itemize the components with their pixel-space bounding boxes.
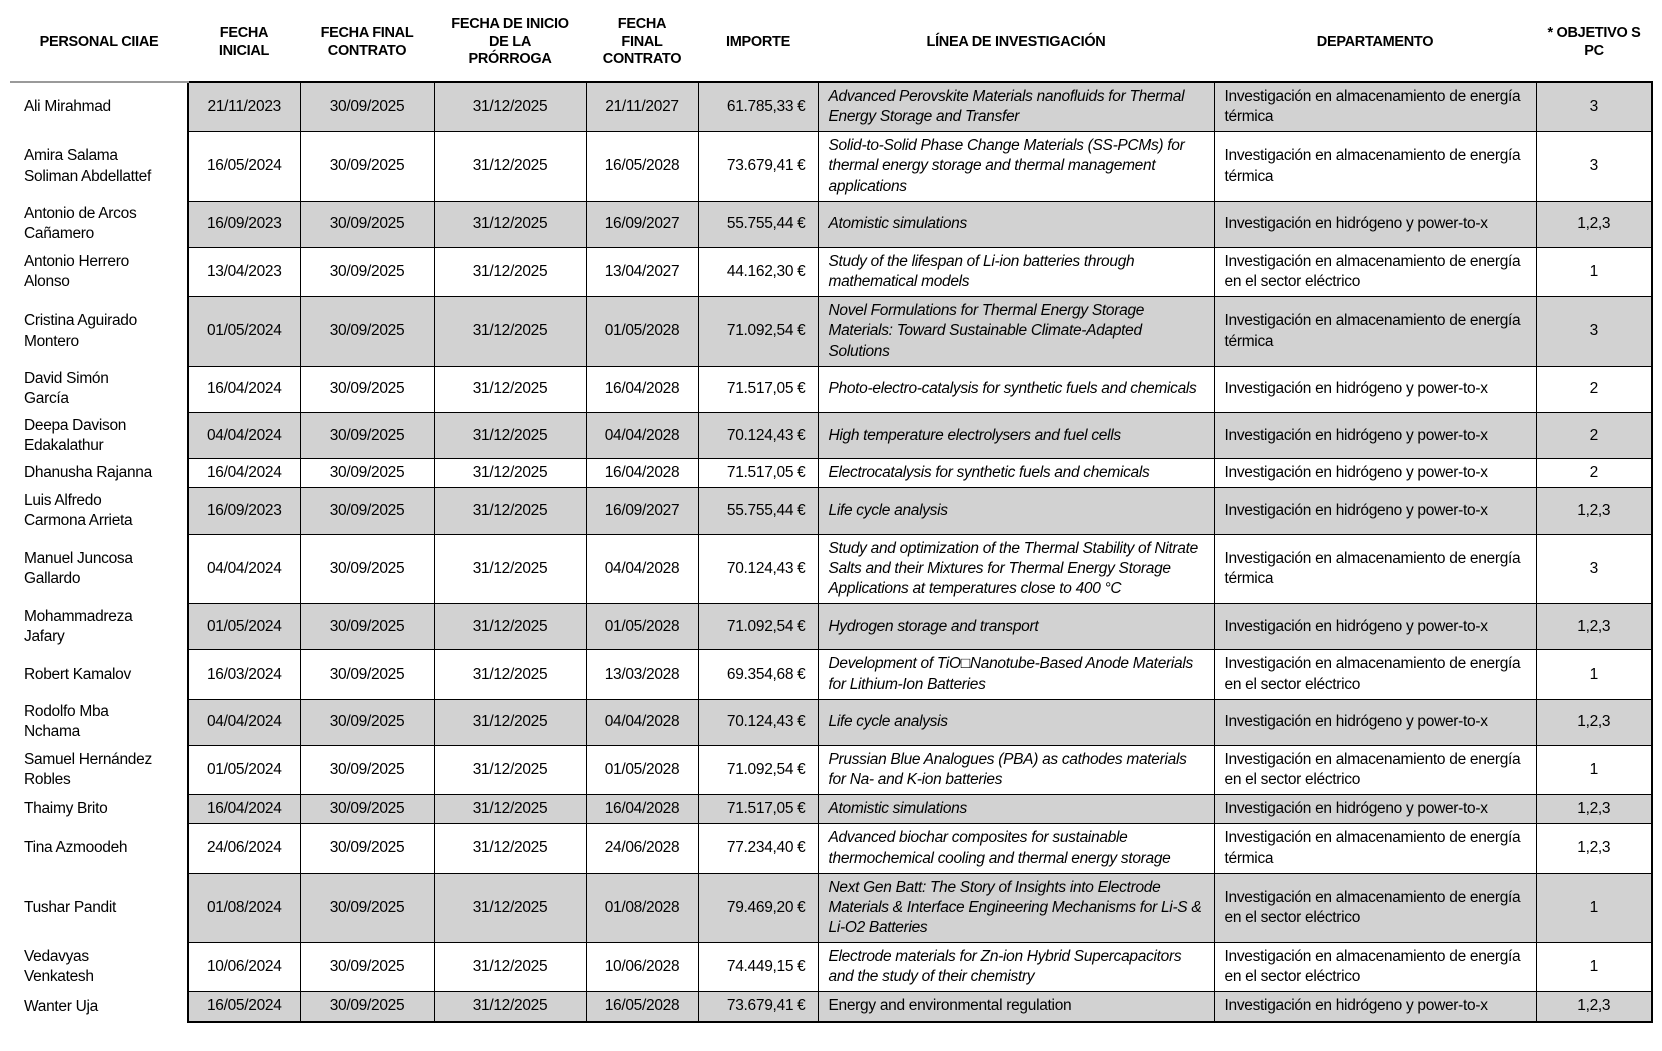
- fecha-final-contrato2-cell: 04/04/2028: [586, 413, 698, 459]
- objetivos-cell: 2: [1536, 413, 1652, 459]
- departamento-cell: Investigación en hidrógeno y power-to-x: [1214, 795, 1536, 824]
- linea-investigacion-cell: Photo-electro-catalysis for synthetic fuels and chemicals: [818, 366, 1214, 412]
- fecha-final-contrato-cell: 30/09/2025: [300, 132, 434, 201]
- column-header-fecha-inicio-prorroga: FECHA DE INICIO DE LA PRÓRROGA: [434, 6, 586, 82]
- importe-cell: 55.755,44 €: [698, 201, 818, 247]
- importe-cell: 69.354,68 €: [698, 650, 818, 699]
- linea-investigacion-cell: Life cycle analysis: [818, 699, 1214, 745]
- fecha-final-contrato-cell: 30/09/2025: [300, 650, 434, 699]
- table-row: [10, 746, 1652, 795]
- departamento-cell: Investigación en almacenamiento de energía térmica: [1214, 824, 1536, 873]
- fecha-inicio-prorroga-cell: 31/12/2025: [434, 824, 586, 873]
- fecha-inicio-prorroga-cell: 31/12/2025: [434, 366, 586, 412]
- person-name: Tushar Pandit: [10, 873, 188, 942]
- linea-investigacion-cell: Next Gen Batt: The Story of Insights into Electrode Materials & Interface Engineering Mechanisms for Li-S & Li-O2 Batteries: [818, 873, 1214, 942]
- importe-cell: 71.092,54 €: [698, 746, 818, 795]
- departamento-cell: Investigación en almacenamiento de energía en el sector eléctrico: [1214, 248, 1536, 297]
- fecha-final-contrato2-cell: 10/06/2028: [586, 943, 698, 992]
- objetivos-cell: 1,2,3: [1536, 488, 1652, 534]
- table-row: [10, 488, 1652, 534]
- column-header-objetivos-pc: * OBJETIVO S PC: [1536, 6, 1652, 82]
- departamento-cell: Investigación en hidrógeno y power-to-x: [1214, 992, 1536, 1022]
- table-row: [10, 413, 1652, 459]
- header-row: [10, 6, 1652, 82]
- fecha-inicial-cell: 04/04/2024: [188, 534, 300, 603]
- person-name: Rodolfo Mba Nchama: [10, 699, 188, 745]
- person-name: Mohammadreza Jafary: [10, 604, 188, 650]
- table-row: [10, 795, 1652, 824]
- fecha-inicial-cell: 16/09/2023: [188, 201, 300, 247]
- fecha-final-contrato-cell: 30/09/2025: [300, 248, 434, 297]
- fecha-inicio-prorroga-cell: 31/12/2025: [434, 201, 586, 247]
- objetivos-cell: 3: [1536, 534, 1652, 603]
- fecha-inicial-cell: 24/06/2024: [188, 824, 300, 873]
- fecha-final-contrato-cell: 30/09/2025: [300, 604, 434, 650]
- table-row: [10, 366, 1652, 412]
- table-row: [10, 699, 1652, 745]
- departamento-cell: Investigación en almacenamiento de energía térmica: [1214, 297, 1536, 366]
- fecha-inicial-cell: 01/05/2024: [188, 297, 300, 366]
- objetivos-cell: 1: [1536, 248, 1652, 297]
- fecha-inicial-cell: 21/11/2023: [188, 82, 300, 132]
- fecha-inicio-prorroga-cell: 31/12/2025: [434, 650, 586, 699]
- departamento-cell: Investigación en hidrógeno y power-to-x: [1214, 699, 1536, 745]
- objetivos-cell: 1: [1536, 943, 1652, 992]
- person-name: Samuel Hernández Robles: [10, 746, 188, 795]
- fecha-final-contrato-cell: 30/09/2025: [300, 795, 434, 824]
- person-name: Cristina Aguirado Montero: [10, 297, 188, 366]
- departamento-cell: Investigación en hidrógeno y power-to-x: [1214, 201, 1536, 247]
- column-header-fecha-final-contrato: FECHA FINAL CONTRATO: [300, 6, 434, 82]
- objetivos-cell: 1: [1536, 746, 1652, 795]
- person-name: Luis Alfredo Carmona Arrieta: [10, 488, 188, 534]
- fecha-inicial-cell: 10/06/2024: [188, 943, 300, 992]
- table-row: [10, 132, 1652, 201]
- column-header-fecha-final-contrato2: FECHA FINAL CONTRATO: [586, 6, 698, 82]
- linea-investigacion-cell: Advanced Perovskite Materials nanofluids for Thermal Energy Storage and Transfer: [818, 82, 1214, 132]
- table-row: [10, 534, 1652, 603]
- importe-cell: 77.234,40 €: [698, 824, 818, 873]
- table-row: [10, 650, 1652, 699]
- fecha-final-contrato2-cell: 16/09/2027: [586, 201, 698, 247]
- objetivos-cell: 1,2,3: [1536, 992, 1652, 1022]
- departamento-cell: Investigación en almacenamiento de energía térmica: [1214, 534, 1536, 603]
- fecha-final-contrato-cell: 30/09/2025: [300, 366, 434, 412]
- fecha-final-contrato-cell: 30/09/2025: [300, 201, 434, 247]
- fecha-inicial-cell: 16/04/2024: [188, 366, 300, 412]
- table-row: [10, 459, 1652, 488]
- fecha-final-contrato-cell: 30/09/2025: [300, 82, 434, 132]
- fecha-final-contrato2-cell: 04/04/2028: [586, 699, 698, 745]
- fecha-inicial-cell: 04/04/2024: [188, 413, 300, 459]
- departamento-cell: Investigación en hidrógeno y power-to-x: [1214, 413, 1536, 459]
- fecha-inicio-prorroga-cell: 31/12/2025: [434, 413, 586, 459]
- fecha-final-contrato2-cell: 16/04/2028: [586, 795, 698, 824]
- fecha-final-contrato2-cell: 21/11/2027: [586, 82, 698, 132]
- objetivos-cell: 2: [1536, 459, 1652, 488]
- person-name: Antonio de Arcos Cañamero: [10, 201, 188, 247]
- importe-cell: 71.092,54 €: [698, 297, 818, 366]
- fecha-final-contrato-cell: 30/09/2025: [300, 534, 434, 603]
- importe-cell: 71.517,05 €: [698, 795, 818, 824]
- linea-investigacion-cell: Study and optimization of the Thermal Stability of Nitrate Salts and their Mixtures for Thermal Energy Storage Applications at temperatures close to 400 °C: [818, 534, 1214, 603]
- objetivos-cell: 3: [1536, 82, 1652, 132]
- fecha-inicial-cell: 04/04/2024: [188, 699, 300, 745]
- fecha-inicial-cell: 16/05/2024: [188, 132, 300, 201]
- fecha-inicial-cell: 16/04/2024: [188, 795, 300, 824]
- person-name: Tina Azmoodeh: [10, 824, 188, 873]
- departamento-cell: Investigación en almacenamiento de energía en el sector eléctrico: [1214, 746, 1536, 795]
- importe-cell: 71.092,54 €: [698, 604, 818, 650]
- fecha-inicial-cell: 16/03/2024: [188, 650, 300, 699]
- fecha-inicio-prorroga-cell: 31/12/2025: [434, 873, 586, 942]
- column-header-importe: IMPORTE: [698, 6, 818, 82]
- objetivos-cell: 1,2,3: [1536, 824, 1652, 873]
- importe-cell: 71.517,05 €: [698, 459, 818, 488]
- linea-investigacion-cell: Study of the lifespan of Li-ion batteries through mathematical models: [818, 248, 1214, 297]
- fecha-inicio-prorroga-cell: 31/12/2025: [434, 604, 586, 650]
- importe-cell: 55.755,44 €: [698, 488, 818, 534]
- linea-investigacion-cell: Solid-to-Solid Phase Change Materials (SS-PCMs) for thermal energy storage and thermal management applications: [818, 132, 1214, 201]
- fecha-inicial-cell: 01/05/2024: [188, 604, 300, 650]
- person-name: David Simón García: [10, 366, 188, 412]
- fecha-inicio-prorroga-cell: 31/12/2025: [434, 746, 586, 795]
- objetivos-cell: 1,2,3: [1536, 604, 1652, 650]
- fecha-final-contrato2-cell: 01/05/2028: [586, 604, 698, 650]
- fecha-final-contrato2-cell: 13/03/2028: [586, 650, 698, 699]
- fecha-inicial-cell: 01/08/2024: [188, 873, 300, 942]
- importe-cell: 73.679,41 €: [698, 992, 818, 1022]
- linea-investigacion-cell: Hydrogen storage and transport: [818, 604, 1214, 650]
- personnel-table: [10, 6, 1653, 1023]
- fecha-inicial-cell: 16/04/2024: [188, 459, 300, 488]
- person-name: Wanter Uja: [10, 992, 188, 1022]
- person-name: Robert Kamalov: [10, 650, 188, 699]
- fecha-inicial-cell: 01/05/2024: [188, 746, 300, 795]
- objetivos-cell: 1,2,3: [1536, 795, 1652, 824]
- table-row: [10, 248, 1652, 297]
- fecha-final-contrato2-cell: 13/04/2027: [586, 248, 698, 297]
- fecha-inicio-prorroga-cell: 31/12/2025: [434, 248, 586, 297]
- fecha-final-contrato-cell: 30/09/2025: [300, 413, 434, 459]
- fecha-inicio-prorroga-cell: 31/12/2025: [434, 534, 586, 603]
- person-name: Vedavyas Venkatesh: [10, 943, 188, 992]
- fecha-final-contrato2-cell: 16/09/2027: [586, 488, 698, 534]
- column-header-departamento: DEPARTAMENTO: [1214, 6, 1536, 82]
- fecha-inicial-cell: 13/04/2023: [188, 248, 300, 297]
- linea-investigacion-cell: Development of TiO□Nanotube-Based Anode Materials for Lithium-Ion Batteries: [818, 650, 1214, 699]
- departamento-cell: Investigación en hidrógeno y power-to-x: [1214, 604, 1536, 650]
- objetivos-cell: 1: [1536, 650, 1652, 699]
- fecha-final-contrato2-cell: 16/05/2028: [586, 992, 698, 1022]
- fecha-inicio-prorroga-cell: 31/12/2025: [434, 992, 586, 1022]
- objetivos-cell: 1: [1536, 873, 1652, 942]
- fecha-final-contrato2-cell: 16/04/2028: [586, 366, 698, 412]
- fecha-final-contrato-cell: 30/09/2025: [300, 873, 434, 942]
- departamento-cell: Investigación en almacenamiento de energía térmica: [1214, 82, 1536, 132]
- fecha-final-contrato-cell: 30/09/2025: [300, 699, 434, 745]
- objetivos-cell: 1,2,3: [1536, 201, 1652, 247]
- column-header-personal-ciiae: PERSONAL CIIAE: [10, 6, 188, 82]
- departamento-cell: Investigación en hidrógeno y power-to-x: [1214, 459, 1536, 488]
- fecha-inicio-prorroga-cell: 31/12/2025: [434, 699, 586, 745]
- linea-investigacion-cell: Energy and environmental regulation: [818, 992, 1214, 1022]
- fecha-final-contrato2-cell: 16/04/2028: [586, 459, 698, 488]
- objetivos-cell: 2: [1536, 366, 1652, 412]
- importe-cell: 44.162,30 €: [698, 248, 818, 297]
- fecha-final-contrato2-cell: 16/05/2028: [586, 132, 698, 201]
- fecha-inicio-prorroga-cell: 31/12/2025: [434, 297, 586, 366]
- linea-investigacion-cell: Electrocatalysis for synthetic fuels and chemicals: [818, 459, 1214, 488]
- objetivos-cell: 3: [1536, 132, 1652, 201]
- linea-investigacion-cell: Life cycle analysis: [818, 488, 1214, 534]
- linea-investigacion-cell: Electrode materials for Zn-ion Hybrid Supercapacitors and the study of their chemistry: [818, 943, 1214, 992]
- departamento-cell: Investigación en hidrógeno y power-to-x: [1214, 488, 1536, 534]
- column-header-fecha-inicial: FECHA INICIAL: [188, 6, 300, 82]
- importe-cell: 70.124,43 €: [698, 699, 818, 745]
- fecha-inicio-prorroga-cell: 31/12/2025: [434, 132, 586, 201]
- column-header-linea-investigacion: LÍNEA DE INVESTIGACIÓN: [818, 6, 1214, 82]
- fecha-final-contrato-cell: 30/09/2025: [300, 992, 434, 1022]
- fecha-final-contrato-cell: 30/09/2025: [300, 459, 434, 488]
- fecha-final-contrato-cell: 30/09/2025: [300, 824, 434, 873]
- fecha-inicial-cell: 16/09/2023: [188, 488, 300, 534]
- person-name: Deepa Davison Edakalathur: [10, 413, 188, 459]
- fecha-final-contrato2-cell: 01/05/2028: [586, 297, 698, 366]
- objetivos-cell: 3: [1536, 297, 1652, 366]
- table-row: [10, 943, 1652, 992]
- importe-cell: 61.785,33 €: [698, 82, 818, 132]
- linea-investigacion-cell: Atomistic simulations: [818, 795, 1214, 824]
- table-body: [10, 82, 1652, 1021]
- fecha-final-contrato-cell: 30/09/2025: [300, 943, 434, 992]
- fecha-final-contrato-cell: 30/09/2025: [300, 746, 434, 795]
- person-name: Thaimy Brito: [10, 795, 188, 824]
- departamento-cell: Investigación en almacenamiento de energía en el sector eléctrico: [1214, 650, 1536, 699]
- table-row: [10, 604, 1652, 650]
- table-row: [10, 873, 1652, 942]
- fecha-final-contrato2-cell: 01/08/2028: [586, 873, 698, 942]
- importe-cell: 73.679,41 €: [698, 132, 818, 201]
- fecha-inicio-prorroga-cell: 31/12/2025: [434, 943, 586, 992]
- person-name: Ali Mirahmad: [10, 82, 188, 132]
- fecha-inicio-prorroga-cell: 31/12/2025: [434, 82, 586, 132]
- table-row: [10, 824, 1652, 873]
- person-name: Manuel Juncosa Gallardo: [10, 534, 188, 603]
- fecha-inicial-cell: 16/05/2024: [188, 992, 300, 1022]
- departamento-cell: Investigación en almacenamiento de energía térmica: [1214, 132, 1536, 201]
- importe-cell: 79.469,20 €: [698, 873, 818, 942]
- person-name: Antonio Herrero Alonso: [10, 248, 188, 297]
- importe-cell: 71.517,05 €: [698, 366, 818, 412]
- fecha-final-contrato2-cell: 04/04/2028: [586, 534, 698, 603]
- person-name: Amira Salama Soliman Abdellattef: [10, 132, 188, 201]
- departamento-cell: Investigación en almacenamiento de energía en el sector eléctrico: [1214, 873, 1536, 942]
- linea-investigacion-cell: High temperature electrolysers and fuel cells: [818, 413, 1214, 459]
- fecha-final-contrato2-cell: 24/06/2028: [586, 824, 698, 873]
- fecha-inicio-prorroga-cell: 31/12/2025: [434, 488, 586, 534]
- table-row: [10, 82, 1652, 132]
- objetivos-cell: 1,2,3: [1536, 699, 1652, 745]
- linea-investigacion-cell: Advanced biochar composites for sustainable thermochemical cooling and thermal energy storage: [818, 824, 1214, 873]
- table-row: [10, 297, 1652, 366]
- table-row: [10, 201, 1652, 247]
- linea-investigacion-cell: Prussian Blue Analogues (PBA) as cathodes materials for Na- and K-ion batteries: [818, 746, 1214, 795]
- departamento-cell: Investigación en almacenamiento de energía en el sector eléctrico: [1214, 943, 1536, 992]
- fecha-final-contrato-cell: 30/09/2025: [300, 488, 434, 534]
- departamento-cell: Investigación en hidrógeno y power-to-x: [1214, 366, 1536, 412]
- linea-investigacion-cell: Novel Formulations for Thermal Energy Storage Materials: Toward Sustainable Climate-Adapted Solutions: [818, 297, 1214, 366]
- importe-cell: 74.449,15 €: [698, 943, 818, 992]
- fecha-inicio-prorroga-cell: 31/12/2025: [434, 459, 586, 488]
- importe-cell: 70.124,43 €: [698, 534, 818, 603]
- fecha-inicio-prorroga-cell: 31/12/2025: [434, 795, 586, 824]
- table-row: [10, 992, 1652, 1022]
- fecha-final-contrato2-cell: 01/05/2028: [586, 746, 698, 795]
- person-name: Dhanusha Rajanna: [10, 459, 188, 488]
- fecha-final-contrato-cell: 30/09/2025: [300, 297, 434, 366]
- importe-cell: 70.124,43 €: [698, 413, 818, 459]
- linea-investigacion-cell: Atomistic simulations: [818, 201, 1214, 247]
